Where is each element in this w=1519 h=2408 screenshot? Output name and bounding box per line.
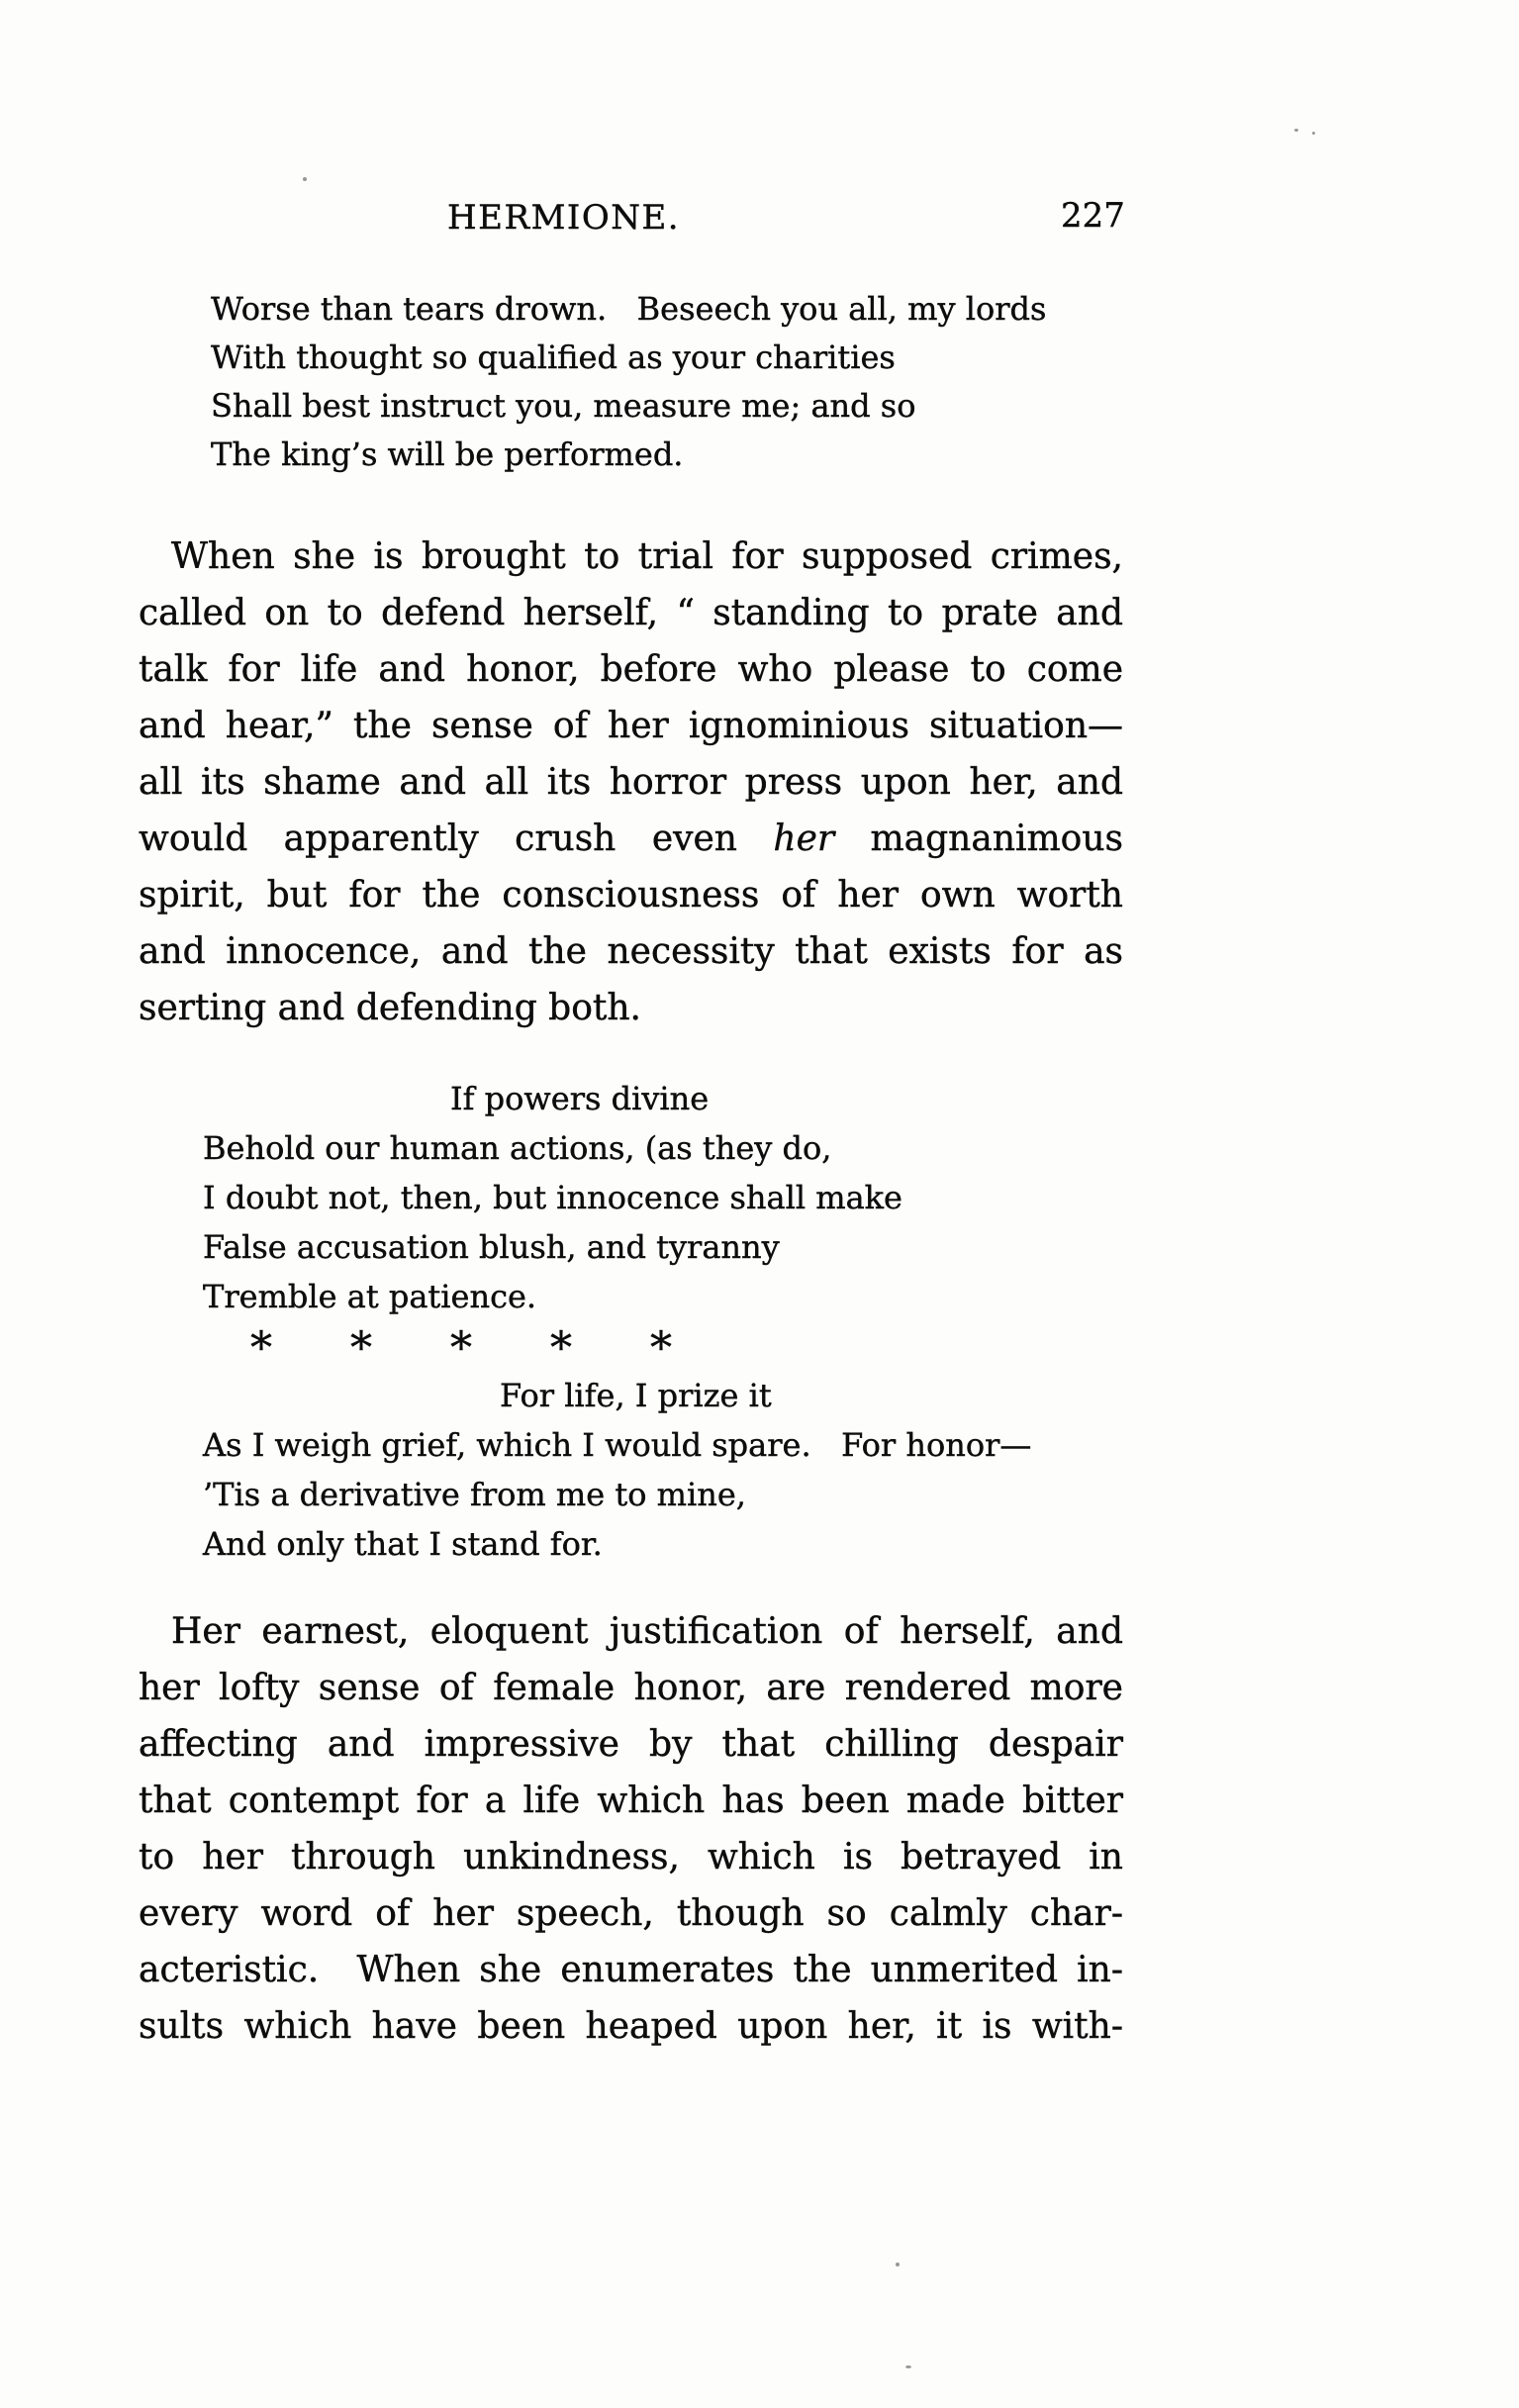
scan-speck <box>1294 129 1298 132</box>
verse2-line-4: False accusation blush, and tyranny <box>203 1228 780 1266</box>
verse1-line-2: With thought so qualified as your charities <box>211 338 896 376</box>
verse1-line-3: Shall best instruct you, measure me; and so <box>211 387 916 425</box>
page-number: 227 <box>1061 196 1125 236</box>
para2-line-3: affecting and impressive by that chilling despair <box>139 1724 1123 1765</box>
verse-quote-2 <box>203 1074 1031 1569</box>
asterisk-separator <box>203 1321 1031 1374</box>
para1-line-5: all its shame and all its horror press upon her, and <box>139 762 1123 803</box>
verse2-line-8: ’Tis a derivative from me to mine, <box>203 1476 746 1513</box>
asterisk-4: * <box>550 1323 572 1374</box>
para1-line-2: called on to defend herself, “ standing to prate and <box>139 593 1123 633</box>
running-head-title: HERMIONE. <box>447 198 681 238</box>
verse2-line-7: As I weigh grief, which I would spare. For honor— <box>203 1426 1032 1464</box>
asterisk-3: * <box>450 1323 472 1374</box>
verse2-line-3: I doubt not, then, but innocence shall make <box>203 1179 902 1216</box>
verse2-line-6: For life, I prize it <box>500 1377 772 1414</box>
verse1-line-1: Worse than tears drown. Beseech you all, my lords <box>211 290 1047 328</box>
para1-line-6 <box>139 811 1123 867</box>
para1-line-9: serting and defending both. <box>139 988 641 1028</box>
scan-speck <box>905 2365 911 2368</box>
para1-line-4: and hear,” the sense of her ignominious situation— <box>139 706 1123 746</box>
asterisk-2: * <box>350 1323 372 1374</box>
verse2-line-1: If powers divine <box>450 1080 710 1117</box>
para2-line-4: that contempt for a life which has been made bitter <box>139 1781 1123 1821</box>
para2-line-2: her lofty sense of female honor, are rendered more <box>139 1668 1123 1708</box>
para1-line-7: spirit, but for the consciousness of her own worth <box>139 875 1123 915</box>
asterisk-1: * <box>250 1323 272 1374</box>
italic-word-her: her <box>773 819 835 859</box>
para2-line-1: Her earnest, eloquent justification of herself, and <box>171 1611 1123 1652</box>
para1-line-6-post: magnanimous <box>834 819 1123 859</box>
para2-line-5: to her through unkindness, which is betrayed in <box>139 1837 1123 1878</box>
scan-speck <box>303 177 307 181</box>
para1-line-1: When she is brought to trial for supposed crimes, <box>171 536 1123 577</box>
para1-line-6-pre: would apparently crush even <box>139 819 774 859</box>
verse2-line-9: And only that I stand for. <box>203 1525 603 1563</box>
verse1-line-4: The king’s will be performed. <box>211 435 684 473</box>
para1-line-8: and innocence, and the necessity that exists for as <box>139 931 1123 972</box>
prose-paragraph-2 <box>139 1603 1123 2055</box>
verse2-line-5: Tremble at patience. <box>203 1278 537 1315</box>
scan-speck <box>896 2263 900 2266</box>
asterisk-5: * <box>650 1323 672 1374</box>
para2-line-6: every word of her speech, though so calmly char- <box>139 1893 1123 1934</box>
prose-paragraph-1 <box>139 529 1123 1036</box>
scan-speck <box>1312 132 1315 135</box>
para1-line-3: talk for life and honor, before who please to come <box>139 649 1123 690</box>
para2-line-7: acteristic. When she enumerates the unmerited in- <box>139 1950 1123 1990</box>
verse-quote-1 <box>211 285 1046 479</box>
para2-line-8: sults which have been heaped upon her, it is with- <box>139 2006 1123 2047</box>
verse2-line-2: Behold our human actions, (as they do, <box>203 1129 832 1167</box>
